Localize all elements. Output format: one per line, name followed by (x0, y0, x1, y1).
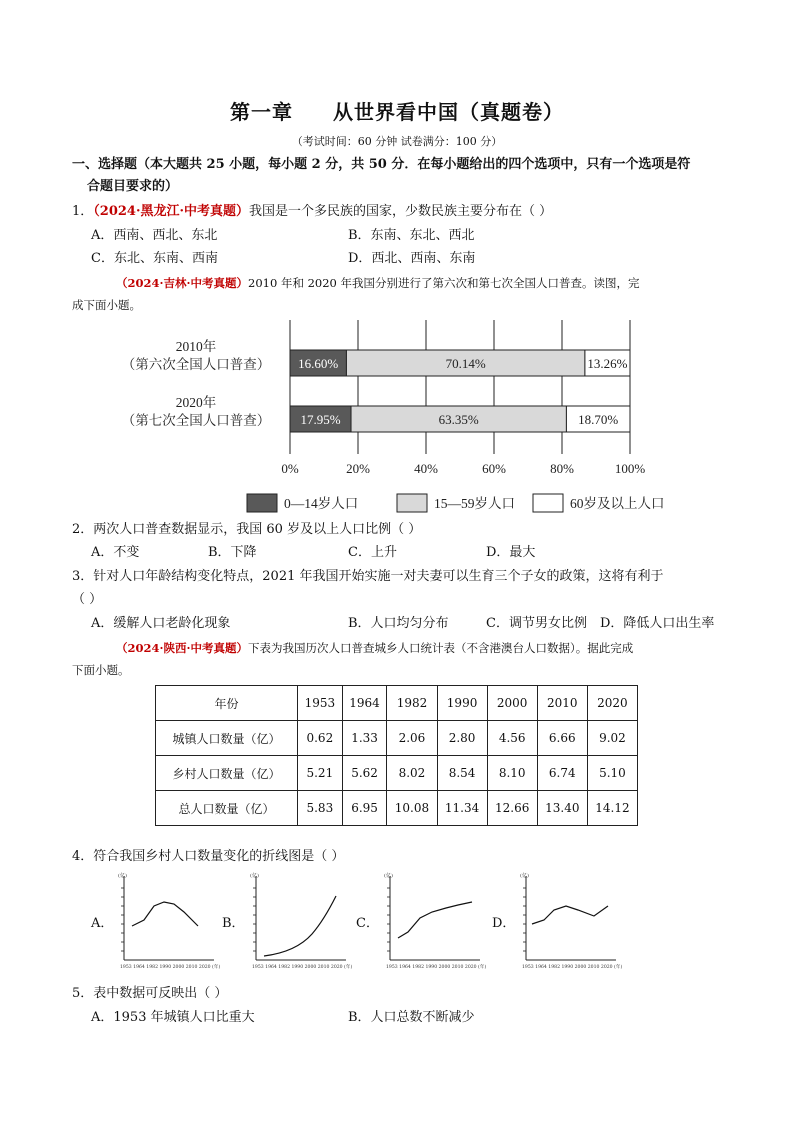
table-cell: 14.12 (587, 791, 637, 826)
question-stem: 我国是一个多民族的国家，少数民族主要分布在（ ） (249, 204, 553, 219)
question-2 (72, 521, 421, 539)
question-5 (72, 985, 227, 1003)
question-number: 5． (72, 986, 94, 1001)
mini-chart-unit-label: (亿) (520, 873, 529, 879)
table-header-cell: 1982 (387, 686, 437, 721)
question-source: （2024·黑龙江·中考真题） (93, 204, 250, 219)
mini-chart-x-label: 1953 1964 1982 1990 2000 2010 2020 (年) (252, 965, 353, 970)
question-number: 3． (72, 569, 94, 584)
table-cell: 5.21 (298, 756, 343, 791)
table-cell: 2.80 (437, 721, 487, 756)
table-header-cell: 1964 (342, 686, 387, 721)
group1-intro-text: 2010 年和 2020 年我国分别进行了第六次和第七次全国人口普查。读图，完 (248, 276, 640, 290)
group2-intro-text: 下表为我国历次人口普查城乡人口统计表（不含港澳台人口数据）。据此完成 (248, 641, 634, 655)
section-heading-cont: 合题目要求的） (87, 179, 179, 194)
chapter-title: 从世界看中国（真题卷） (333, 100, 564, 124)
table-header-row (156, 686, 638, 721)
section-heading: 一、选择题（本大题共 25 小题，每小题 2 分，共 50 分．在每小题给出的四个选项中，只有一个选项是符 (72, 157, 691, 172)
table-header-cell: 2000 (487, 686, 537, 721)
table-row-label: 城镇人口数量（亿） (156, 721, 298, 756)
chart-data-label: 13.26% (587, 356, 628, 371)
chart-x-tick-label: 40% (414, 461, 438, 476)
page-title (0, 96, 794, 125)
chart-legend-label: 60岁及以上人口 (570, 496, 665, 511)
chart-category-label: （第六次全国人口普查） (121, 357, 271, 372)
q4-option-d-label[interactable]: D． (492, 916, 516, 931)
question-stem: 符合我国乡村人口数量变化的折线图是（ ） (93, 849, 345, 864)
table-cell: 0.62 (298, 721, 343, 756)
question-1 (72, 203, 552, 221)
group2-intro-cont: 下面小题。 (72, 663, 130, 677)
q2-option-c[interactable]: C．上升 (348, 545, 397, 560)
table-cell: 11.34 (437, 791, 487, 826)
chart-category-label: 2020年 (175, 395, 217, 410)
table-cell: 13.40 (537, 791, 587, 826)
chart-legend-label: 0—14岁人口 (284, 496, 359, 511)
chart-x-tick-label: 100% (614, 461, 646, 476)
table-cell: 2.06 (387, 721, 437, 756)
table-row (156, 791, 638, 826)
chart-data-label: 18.70% (578, 412, 619, 427)
mini-chart-unit-label: (亿) (250, 873, 259, 879)
chart-legend-swatch (247, 494, 277, 512)
table-cell: 5.62 (342, 756, 387, 791)
chart-grid (290, 320, 630, 454)
table-row-label: 乡村人口数量（亿） (156, 756, 298, 791)
chart-data-label: 16.60% (298, 356, 339, 371)
chapter-label: 第一章 (230, 100, 293, 124)
chart-category-labels (122, 338, 271, 428)
question-3 (72, 568, 664, 586)
mini-chart-line (132, 902, 198, 926)
q4-option-c-graph[interactable] (374, 868, 492, 972)
table-row (156, 721, 638, 756)
table-header-cell: 1990 (437, 686, 487, 721)
q1-option-d[interactable]: D．西北、西南、东南 (348, 251, 476, 266)
chart-x-tick-label: 0% (281, 461, 299, 476)
group2-intro (116, 639, 633, 657)
chart-data-label: 70.14% (445, 356, 486, 371)
mini-chart-x-label: 1953 1964 1982 1990 2000 2010 2020 (年) (386, 965, 487, 970)
mini-chart-axes (384, 872, 486, 970)
question-number: 4． (72, 849, 94, 864)
chart-legend (247, 494, 665, 512)
group1-intro-cont: 成下面小题。 (72, 298, 141, 312)
mini-chart-unit-label: (亿) (384, 873, 393, 879)
group1-source: （2024·吉林·中考真题） (116, 276, 249, 290)
q1-option-c[interactable]: C．东北、东南、西南 (91, 251, 218, 266)
chart-legend-label: 15—59岁人口 (434, 496, 515, 511)
q2-option-b[interactable]: B．下降 (208, 545, 257, 560)
table-cell: 10.08 (387, 791, 437, 826)
table-header-cell: 2020 (587, 686, 637, 721)
mini-chart-x-label: 1953 1964 1982 1990 2000 2010 2020 (年) (522, 965, 623, 970)
chart-bars (290, 350, 630, 432)
mini-chart-unit-label: (亿) (118, 873, 127, 879)
table-cell: 5.10 (587, 756, 637, 791)
q1-option-a[interactable]: A．西南、西北、东北 (91, 228, 218, 243)
q4-option-b-label[interactable]: B． (222, 916, 245, 931)
q5-option-b[interactable]: B．人口总数不断减少 (348, 1010, 475, 1025)
chart-x-tick-label: 20% (346, 461, 370, 476)
group1-intro (116, 274, 640, 292)
table-cell: 5.83 (298, 791, 343, 826)
q2-option-d[interactable]: D．最大 (486, 545, 536, 560)
mini-chart-axes (520, 872, 622, 970)
table-header-cell: 1953 (298, 686, 343, 721)
q3-option-d[interactable]: D．降低人口出生率 (600, 616, 715, 631)
q3-option-a[interactable]: A．缓解人口老龄化现象 (91, 616, 231, 631)
mini-chart-line (398, 902, 472, 938)
chart-x-tick-label: 60% (482, 461, 506, 476)
exam-info: （考试时间：60 分钟 试卷满分：100 分） (291, 135, 503, 148)
mini-chart-line (532, 906, 608, 924)
q4-option-b-graph[interactable] (240, 868, 358, 972)
table-row-label: 总人口数量（亿） (156, 791, 298, 826)
group2-source: （2024·陕西·中考真题） (116, 641, 249, 655)
table-header-cell: 2010 (537, 686, 587, 721)
table-cell: 4.56 (487, 721, 537, 756)
table-cell: 6.66 (537, 721, 587, 756)
q5-option-a[interactable]: A．1953 年城镇人口比重大 (91, 1010, 255, 1025)
q3-option-c[interactable]: C．调节男女比例 (486, 616, 587, 631)
table-cell: 6.74 (537, 756, 587, 791)
chart-data-label: 17.95% (300, 412, 341, 427)
chart-x-tick-label: 80% (550, 461, 574, 476)
chart-legend-swatch (397, 494, 427, 512)
q4-option-c-label[interactable]: C． (356, 916, 379, 931)
chart-data-label: 63.35% (438, 412, 479, 427)
chart-category-label: 2010年 (175, 339, 217, 354)
q2-option-a[interactable]: A．不变 (91, 545, 140, 560)
question-number: 1． (72, 204, 94, 219)
q4-option-a-label[interactable]: A． (91, 916, 114, 931)
table-cell: 8.10 (487, 756, 537, 791)
question-3-cont: （ ） (72, 592, 103, 607)
question-stem: 针对人口年龄结构变化特点，2021 年我国开始实施一对夫妻可以生育三个子女的政策，这将有利于 (93, 569, 664, 584)
table-cell: 6.95 (342, 791, 387, 826)
mini-chart-line (264, 896, 336, 956)
chart-x-ticks (281, 461, 645, 476)
table-header-cell: 年份 (156, 686, 298, 721)
chart-category-label: （第七次全国人口普查） (121, 413, 271, 428)
population-table (155, 685, 638, 826)
q4-option-a-graph[interactable] (108, 868, 226, 972)
mini-chart-axes (118, 872, 220, 970)
question-number: 2． (72, 522, 94, 537)
question-stem: 两次人口普查数据显示，我国 60 岁及以上人口比例（ ） (93, 522, 422, 537)
population-age-chart (100, 312, 700, 522)
table-row (156, 756, 638, 791)
question-stem: 表中数据可反映出（ ） (93, 986, 228, 1001)
table-cell: 8.02 (387, 756, 437, 791)
q4-option-d-graph[interactable] (510, 868, 628, 972)
mini-chart-x-label: 1953 1964 1982 1990 2000 2010 2020 (年) (120, 965, 221, 970)
table-cell: 1.33 (342, 721, 387, 756)
table-cell: 12.66 (487, 791, 537, 826)
table-cell: 9.02 (587, 721, 637, 756)
table-cell: 8.54 (437, 756, 487, 791)
chart-legend-swatch (533, 494, 563, 512)
q1-option-b[interactable]: B．东南、东北、西北 (348, 228, 475, 243)
question-4 (72, 848, 344, 866)
q3-option-b[interactable]: B．人口均匀分布 (348, 616, 449, 631)
